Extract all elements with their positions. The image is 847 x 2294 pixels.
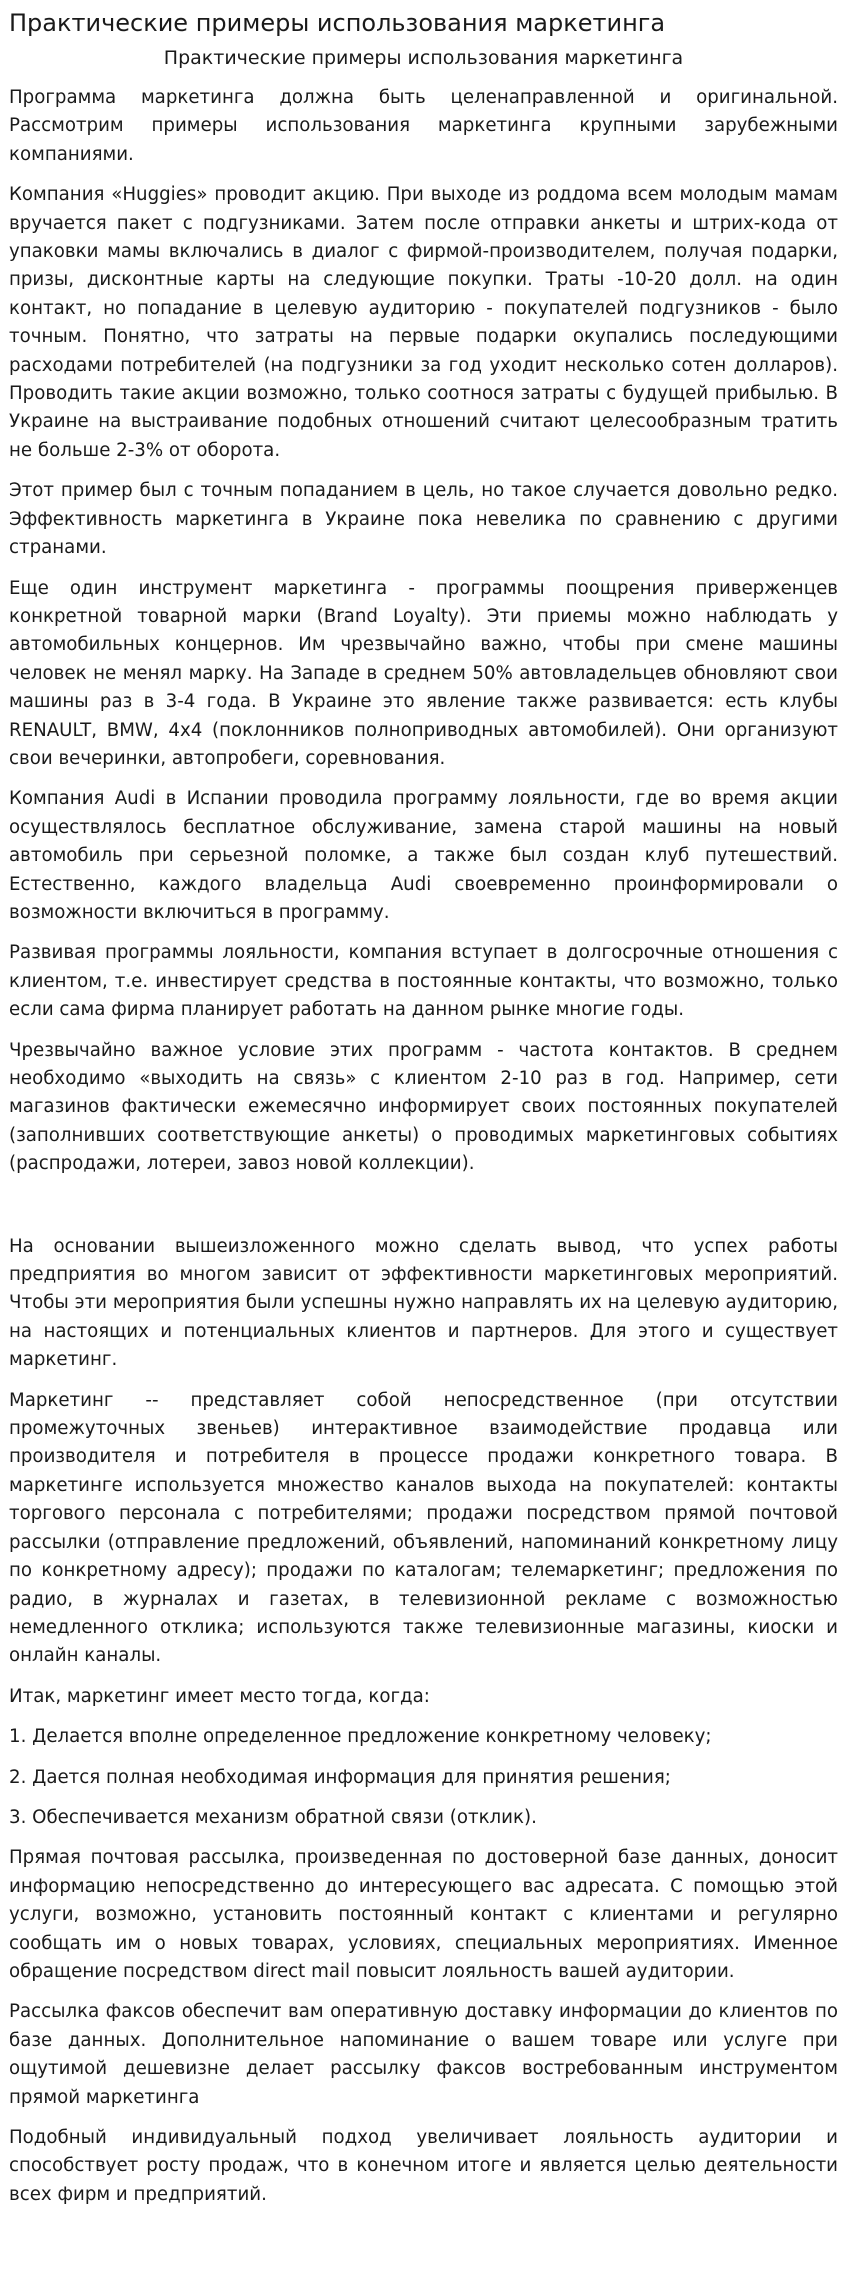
paragraph-brand-loyalty: Еще один инструмент маркетинга - программы поощрения приверженцев конкретной товарной марки (Brand Loyalty). Эти приемы можно наблюдать у автомобильных концернов. Им чрезвычайно важно, чтобы при смене машины человек не менял марку. На Западе в среднем 50% автовладельцев обновляют свои машины раз в 3-4 года. В Украине это явление также развивается: есть клубы RENAULT, BMW, 4x4 (поклонников полноприводных автомобилей). Они организуют свои вечеринки, автопробеги, соревнования.	[9, 577, 838, 769]
paragraph-long-term: Развивая программы лояльности, компания вступает в долгосрочные отношения с клиентом, т.е. инвестирует средства в постоянные контакты, что возможно, только если сама фирма планирует работать на данном рынке многие годы.	[9, 942, 838, 1021]
page-title: Практические примеры использования маркетинга	[9, 9, 666, 37]
paragraph-contact-frequency: Чрезвычайно важное условие этих программ - частота контактов. В среднем необходимо «выходить на связь» с клиентом 2-10 раз в год. Например, сети магазинов фактически ежемесячно информирует своих постоянных покупателей (заполнивших соответствующие анкеты) о проводимых маркетинговых событиях (распродажи, лотереи, завоз новой коллекции).	[9, 1039, 838, 1175]
paragraph-intro: Программа маркетинга должна быть целенаправленной и оригинальной. Рассмотрим примеры использования маркетинга крупными зарубежными компаниями.	[9, 87, 838, 165]
paragraph-conclusion: На основании вышеизложенного можно сделать вывод, что успех работы предприятия во многом зависит от эффективности маркетинговых мероприятий. Чтобы эти мероприятия были успешны нужно направлять их на целевую аудиторию, на настоящих и потенциальных клиентов и партнеров. Для этого и существует маркетинг.	[9, 1235, 838, 1371]
paragraph-direct-mail: Прямая почтовая рассылка, произведенная по достоверной базе данных, доносит информацию непосредственно до интересующего вас адресата. С помощью этой услуги, возможно, установить постоянный контакт с клиентами и регулярно сообщать им о новых товарах, условиях, специальных мероприятиях. Именное обращение посредством direct mail повысит лояльность вашей аудитории.	[9, 1847, 838, 1982]
paragraph-effectiveness: Этот пример был с точным попаданием в цель, но такое случается довольно редко. Эффективность маркетинга в Украине пока невелика по сравнению с другими странами.	[9, 480, 838, 559]
article-body-part-1	[9, 84, 838, 1179]
paragraph-marketing-definition: Маркетинг -- представляет собой непосредственное (при отсутствии промежуточных звеньев) интерактивное взаимодействие продавца или производителя и потребителя в процессе продажи конкретного товара. В маркетинге используется множество каналов выхода на покупателей: контакты торгового персонала с потребителями; продажи посредством прямой почтовой рассылки (отправление предложений, объявлений, напоминаний конкретному лицу по конкретному адресу); продажи по каталогам; телемаркетинг; предложения по радио, в журналах и газетах, в телевизионной рекламе с возможностью немедленного отклика; используются также телевизионные магазины, киоски и онлайн каналы.	[9, 1389, 838, 1667]
list-item-3: 3. Обеспечивается механизм обратной связи (отклик).	[9, 1806, 537, 1828]
list-item-2: 2. Дается полная необходимая информация для принятия решения;	[9, 1766, 671, 1788]
article-body-part-2	[9, 1233, 838, 2210]
page-subtitle: Практические примеры использования маркетинга	[163, 47, 684, 69]
paragraph-individual-approach: Подобный индивидуальный подход увеличивает лояльность аудитории и способствует росту продаж, что в конечном итоге и является целью деятельности всех фирм и предприятий.	[9, 2127, 838, 2205]
paragraph-audi: Компания Audi в Испании проводила программу лояльности, где во время акции осуществлялось бесплатное обслуживание, замена старой машины на новый автомобиль при серьезной поломке, а также был создан клуб путешествий. Естественно, каждого владельца Audi своевременно проинформировали о возможности включиться в программу.	[9, 788, 838, 923]
list-item-1: 1. Делается вполне определенное предложение конкретному человеку;	[9, 1726, 712, 1748]
paragraph-huggies: Компания «Huggies» проводит акцию. При выходе из роддома всем молодым мамам вручается пакет с подгузниками. Затем после отправки анкеты и штрих-кода от упаковки мамы включались в диалог с фирмой-производителем, получая подарки, призы, дисконтные карты на следующие покупки. Траты -10-20 долл. на один контакт, но попадание в целевую аудиторию - покупателей подгузников - было точным. Понятно, что затраты на первые подарки окупались последующими расходами потребителей (на подгузники за год уходит несколько сотен долларов). Проводить такие акции возможно, только соотнося затраты с будущей прибылью. В Украине на выстраивание подобных отношений считают целесообразным тратить не больше 2-3% от оборота.	[9, 184, 838, 461]
section-spacer	[9, 1191, 838, 1233]
paragraph-fax: Рассылка факсов обеспечит вам оперативную доставку информации до клиентов по базе данных. Дополнительное напоминание о вашем товаре или услуге при ощутимой дешевизне делает рассылку факсов востребованным инструментом прямой маркетинга	[9, 2001, 838, 2108]
paragraph-conditions-intro: Итак, маркетинг имеет место тогда, когда:	[9, 1685, 430, 1707]
